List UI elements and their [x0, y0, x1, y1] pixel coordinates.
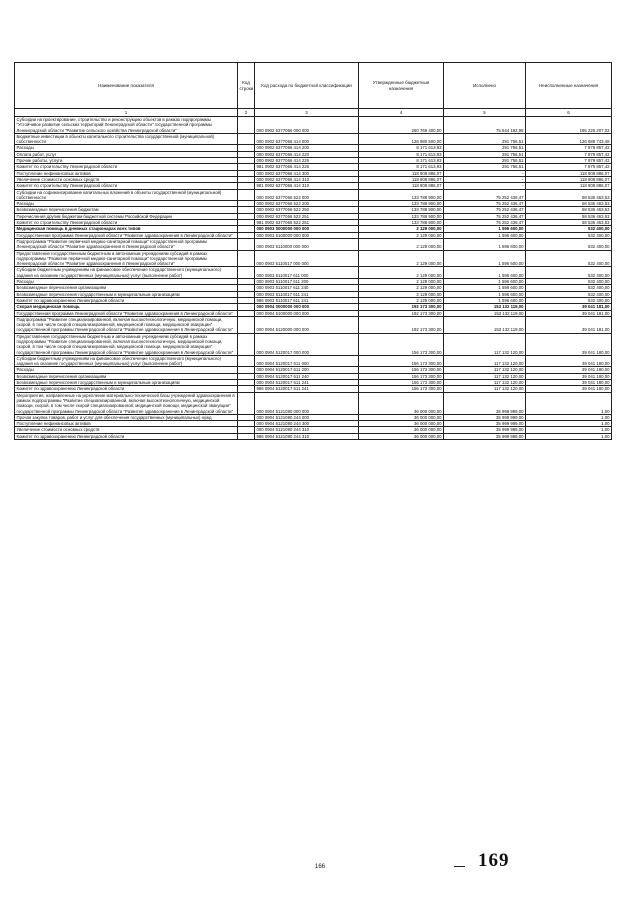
row-unexecuted: 1,00 [526, 427, 612, 433]
row-budget-code: 000 0902 6377066 414 000 [255, 133, 359, 145]
row-budget-code: 000 0904 5120017 611 000 [255, 355, 359, 367]
stamp-number: 169 [478, 850, 510, 871]
row-name: Медицинская помощь в дневных стационарах всех типов [15, 226, 238, 232]
row-name: Государственная программа Ленинградской области "Развитие здравоохранения в Ленинградской области" [15, 310, 238, 316]
row-executed: 291 756,51 [444, 145, 526, 151]
row-unexecuted: 1,00 [526, 414, 612, 420]
row-approved: 36 000 000,00 [359, 421, 444, 427]
row-unexecuted: 1,00 [526, 433, 612, 439]
row-line-code [238, 267, 255, 279]
row-budget-code: 986 0904 5120017 611 241 [255, 386, 359, 392]
row-budget-code: 000 0904 5120000 000 000 [255, 316, 359, 333]
row-executed: 117 132 120,00 [444, 333, 526, 355]
row-executed: 1 596 600,00 [444, 291, 526, 297]
row-budget-code: 000 0903 5110017 611 000 [255, 267, 359, 279]
table-row [15, 238, 612, 250]
row-name: Безвозмездные перечисления организациям [15, 285, 238, 291]
row-approved: 118 808 886,07 [359, 170, 444, 176]
row-name: Перечисления другим бюджетам бюджетной системы Российской Федерации [15, 213, 238, 219]
row-budget-code: 000 0903 5110000 000 000 [255, 238, 359, 250]
row-line-code [238, 392, 255, 414]
row-unexecuted: 1,00 [526, 392, 612, 414]
row-name: Подпрограмма "Развитие специализированной, включая высокотехнологичную, медицинской помощи, скорой, в том числе скорой специализированной, медицинской помощи, медицинской эвакуации" государственной программы Ленинградской области "Развитие здравоохранения в Ленинградской области" [15, 316, 238, 333]
row-budget-code: 000 0903 5110017 611 240 [255, 285, 359, 291]
header-number: 2 [238, 109, 255, 117]
table-row [15, 133, 612, 145]
row-approved: 36 000 000,00 [359, 433, 444, 439]
header-number: 4 [359, 109, 444, 117]
row-approved: 118 808 886,07 [359, 183, 444, 189]
row-budget-code: 000 0904 5100000 000 000 [255, 310, 359, 316]
row-unexecuted: 58 536 463,53 [526, 201, 612, 207]
row-budget-code: 000 0904 5120017 611 200 [255, 367, 359, 373]
row-budget-code: 000 0904 5120017 611 240 [255, 373, 359, 379]
row-unexecuted: 39 041 180,00 [526, 386, 612, 392]
row-approved: 118 808 886,07 [359, 176, 444, 182]
row-executed: 1 596 600,00 [444, 250, 526, 267]
row-executed: 291 756,51 [444, 133, 526, 145]
row-budget-code: 000 0902 6377066 522 200 [255, 201, 359, 207]
row-approved: 8 171 613,93 [359, 164, 444, 170]
row-executed: 117 132 120,00 [444, 380, 526, 386]
row-unexecuted: 1,00 [526, 421, 612, 427]
row-executed: 1 596 600,00 [444, 267, 526, 279]
row-name: Увеличение стоимости основных средств [15, 176, 238, 182]
row-approved: 133 788 900,00 [359, 207, 444, 213]
row-budget-code: 000 0902 6377066 414 220 [255, 151, 359, 157]
row-unexecuted: 39 041 180,00 [526, 355, 612, 367]
row-approved: 192 173 300,00 [359, 316, 444, 333]
row-line-code [238, 316, 255, 333]
header-indicator-name: Наименование показателя [15, 63, 238, 109]
row-line-code [238, 189, 255, 201]
header-number: 6 [526, 109, 612, 117]
row-budget-code: 981 0902 6377066 414 310 [255, 183, 359, 189]
table-row [15, 333, 612, 355]
row-unexecuted: 118 808 886,07 [526, 176, 612, 182]
row-executed: 35 999 999,00 [444, 433, 526, 439]
row-unexecuted: 118 808 886,07 [526, 183, 612, 189]
row-executed: 75 252 436,47 [444, 213, 526, 219]
row-unexecuted: 532 400,00 [526, 226, 612, 232]
row-executed: 1 596 600,00 [444, 297, 526, 303]
row-line-code [238, 333, 255, 355]
page-number: 166 [314, 864, 325, 870]
row-name: Расходы [15, 279, 238, 285]
row-approved: 133 788 900,00 [359, 220, 444, 226]
row-unexecuted: 7 879 857,42 [526, 158, 612, 164]
row-name: Поступление нефинансовых активов [15, 421, 238, 427]
row-executed: 117 132 120,00 [444, 367, 526, 373]
row-name: Комитет по здравоохранению Ленинградской области [15, 297, 238, 303]
row-name: Прочая закупка товаров, работ и услуг для обеспечения государственных (муниципальных) нужд [15, 414, 238, 420]
row-approved: 8 171 613,93 [359, 151, 444, 157]
row-approved: 2 129 000,00 [359, 285, 444, 291]
row-approved: 192 173 300,00 [359, 304, 444, 310]
row-approved: 36 000 000,00 [359, 392, 444, 414]
row-executed: 117 132 120,00 [444, 355, 526, 367]
row-executed: 35 999 999,00 [444, 414, 526, 420]
row-name: Безвозмездные перечисления организациям [15, 373, 238, 379]
row-approved: 2 129 000,00 [359, 297, 444, 303]
row-unexecuted: 532 400,00 [526, 291, 612, 297]
row-name: Оплата работ, услуг [15, 151, 238, 157]
row-executed: 291 756,51 [444, 158, 526, 164]
row-unexecuted: 532 400,00 [526, 297, 612, 303]
row-name: Расходы [15, 201, 238, 207]
header-line-code: Код строки [238, 63, 255, 109]
row-unexecuted: 39 041 181,00 [526, 310, 612, 316]
row-executed: 153 132 119,00 [444, 304, 526, 310]
header-budget-code: Код расхода по бюджетной классификации [255, 63, 359, 109]
row-executed: 1 596 600,00 [444, 238, 526, 250]
budget-execution-table [14, 62, 612, 440]
row-executed: 75 252 436,47 [444, 201, 526, 207]
row-budget-code: 986 0904 5121080 244 310 [255, 433, 359, 439]
row-approved: 2 129 000,00 [359, 291, 444, 297]
row-budget-code: 000 0904 5121080 244 000 [255, 414, 359, 420]
row-budget-code: 000 0903 5110017 611 241 [255, 291, 359, 297]
row-executed: 1 596 600,00 [444, 285, 526, 291]
row-approved: 126 980 500,00 [359, 133, 444, 145]
row-approved: 2 129 000,00 [359, 267, 444, 279]
row-executed: 117 132 120,00 [444, 386, 526, 392]
row-approved: 156 173 300,00 [359, 386, 444, 392]
row-unexecuted: 126 688 743,49 [526, 133, 612, 145]
row-name: Увеличение стоимости основных средств [15, 427, 238, 433]
header-number: 3 [255, 109, 359, 117]
row-approved: 8 171 613,93 [359, 145, 444, 151]
row-name: Комитет по строительству Ленинградской области [15, 220, 238, 226]
row-unexecuted: 7 879 857,42 [526, 164, 612, 170]
row-budget-code: 000 0902 6377066 414 226 [255, 158, 359, 164]
row-budget-code: 000 0904 5121080 000 000 [255, 392, 359, 414]
table-body [15, 117, 612, 440]
row-name: Предоставление государственным бюджетным и автономным учреждениям субсидий в рамках подпрограммы "Развитие специализированной, включая высокотехнологичную, медицинской помощи, скорой, в том числе скорой специализированной, медицинской помощи, медицинской эвакуации" государственной программы Ленинградской области "Развитие здравоохранения в Ленинградской области" [15, 333, 238, 355]
row-approved: 156 173 300,00 [359, 333, 444, 355]
row-line-code [238, 133, 255, 145]
row-budget-code: 000 0904 5121080 244 310 [255, 427, 359, 433]
row-approved: 156 173 300,00 [359, 373, 444, 379]
row-executed: 75 252 436,47 [444, 220, 526, 226]
row-budget-code: 000 0902 6377066 522 251 [255, 213, 359, 219]
row-unexecuted: 532 400,00 [526, 267, 612, 279]
row-budget-code: 000 0902 6377066 414 200 [255, 145, 359, 151]
row-executed: 35 999 999,00 [444, 421, 526, 427]
row-unexecuted: 58 536 463,53 [526, 220, 612, 226]
row-approved: 156 173 300,00 [359, 355, 444, 367]
row-budget-code: 000 0902 6377066 414 300 [255, 170, 359, 176]
row-unexecuted: 532 400,00 [526, 232, 612, 238]
table-row [15, 316, 612, 333]
table-row [15, 250, 612, 267]
row-approved: 2 129 000,00 [359, 226, 444, 232]
row-approved: 133 788 900,00 [359, 189, 444, 201]
row-budget-code: 000 0904 0000000 000 000 [255, 304, 359, 310]
row-executed: 117 132 120,00 [444, 373, 526, 379]
row-name: Комитет по здравоохранению Ленинградской области [15, 433, 238, 439]
row-unexecuted: 39 041 180,00 [526, 380, 612, 386]
row-line-code [238, 250, 255, 267]
header-unexecuted: Неисполненные назначения [526, 63, 612, 109]
header-number: 5 [444, 109, 526, 117]
row-unexecuted: 185 225 207,02 [526, 117, 612, 134]
row-budget-code: 986 0903 5110017 611 241 [255, 297, 359, 303]
row-approved: 260 769 400,00 [359, 117, 444, 134]
row-budget-code: 981 0902 6377066 522 251 [255, 220, 359, 226]
table-row [15, 189, 612, 201]
row-line-code [238, 433, 255, 439]
row-unexecuted: 39 041 180,00 [526, 367, 612, 373]
row-approved: 156 173 300,00 [359, 367, 444, 373]
row-name: Поступление нефинансовых активов [15, 170, 238, 176]
row-executed: - [444, 183, 526, 189]
table-row [15, 392, 612, 414]
table-row [15, 433, 612, 439]
row-name: Безвозмездные перечисления государственным и муниципальным организациям [15, 291, 238, 297]
row-budget-code: 000 0903 0000000 000 000 [255, 226, 359, 232]
row-line-code [238, 238, 255, 250]
table-row [15, 117, 612, 134]
row-executed: 153 132 119,00 [444, 310, 526, 316]
row-unexecuted: 7 879 857,42 [526, 151, 612, 157]
row-approved: 192 173 300,00 [359, 310, 444, 316]
row-budget-code: 000 0902 6377066 522 000 [255, 189, 359, 201]
row-executed: 75 252 436,47 [444, 207, 526, 213]
row-unexecuted: 532 400,00 [526, 250, 612, 267]
table-row [15, 355, 612, 367]
row-executed: 1 596 600,00 [444, 226, 526, 232]
header-executed: Исполнено [444, 63, 526, 109]
row-executed: 291 756,51 [444, 151, 526, 157]
row-approved: 2 129 000,00 [359, 279, 444, 285]
row-unexecuted: 532 400,00 [526, 238, 612, 250]
row-executed: 35 999 999,00 [444, 427, 526, 433]
row-budget-code: 000 0902 6377066 522 250 [255, 207, 359, 213]
row-budget-code: 000 0902 6377066 414 310 [255, 176, 359, 182]
row-executed: 75 252 436,47 [444, 189, 526, 201]
row-approved: 133 788 900,00 [359, 201, 444, 207]
row-unexecuted: 39 041 180,00 [526, 333, 612, 355]
row-budget-code: 000 0903 5110017 000 000 [255, 250, 359, 267]
row-unexecuted: 7 879 857,42 [526, 145, 612, 151]
row-executed: 153 132 119,00 [444, 316, 526, 333]
row-budget-code: 000 0904 5120017 000 000 [255, 333, 359, 355]
row-name: Безвозмездные перечисления бюджетам [15, 207, 238, 213]
row-unexecuted: 532 400,00 [526, 285, 612, 291]
row-name: Бюджетные инвестиции в объекты капитального строительства государственной (муниципальной) собственности [15, 133, 238, 145]
row-approved: 36 000 000,00 [359, 427, 444, 433]
row-executed: 291 756,51 [444, 164, 526, 170]
row-approved: 8 171 613,93 [359, 158, 444, 164]
row-name: Подпрограмма "Развитие первичной медико-санитарной помощи" государственной программы Ленинградской области "Развитие здравоохранения в Ленинградской области" [15, 238, 238, 250]
row-name: Комитет по строительству Ленинградской области [15, 183, 238, 189]
table-row [15, 267, 612, 279]
row-unexecuted: 58 536 463,53 [526, 213, 612, 219]
row-name: Субсидии бюджетным учреждениям на финансовое обеспечение государственного (муниципального) задания на оказание государственных (муниципальных) услуг (выполнение работ) [15, 267, 238, 279]
row-unexecuted: 532 400,00 [526, 279, 612, 285]
row-approved: 36 000 000,00 [359, 414, 444, 420]
row-name: Расходы [15, 145, 238, 151]
row-name: Безвозмездные перечисления государственным и муниципальным организациям [15, 380, 238, 386]
row-executed: - [444, 170, 526, 176]
row-name: Предоставление государственным бюджетным и автономным учреждениям субсидий в рамках подпрограммы "Развитие первичной медико-санитарной помощи" государственной программы Ленинградской области "Развитие здравоохранения в Ленинградской области" [15, 250, 238, 267]
row-budget-code: 000 0904 5120017 611 241 [255, 380, 359, 386]
row-budget-code: 981 0902 6377066 414 226 [255, 164, 359, 170]
row-name: Комитет по строительству Ленинградской области [15, 164, 238, 170]
row-name: Комитет по здравоохранению Ленинградской области [15, 386, 238, 392]
row-name: Скорая медицинская помощь [15, 304, 238, 310]
row-budget-code: 000 0902 6377066 000 000 [255, 117, 359, 134]
row-line-code [238, 117, 255, 134]
row-name: Субсидии на проектирование, строительство и реконструкцию объектов в рамках подпрограммы "Устойчивое развитие сельских территорий Ленинградской области" государственной программы Ленинградской области "Развитие сельского хозяйства Ленинградской области" [15, 117, 238, 134]
header-approved: Утвержденные бюджетные назначения [359, 63, 444, 109]
row-unexecuted: 39 041 180,00 [526, 373, 612, 379]
row-approved: 156 173 300,00 [359, 380, 444, 386]
header-number: 1 [15, 109, 238, 117]
row-name: Субсидии бюджетным учреждениям на финансовое обеспечение государственного (муниципального) задания на оказание государственных (муниципальных) услуг (выполнение работ) [15, 355, 238, 367]
row-approved: 133 788 900,00 [359, 213, 444, 219]
row-executed: 75 544 192,98 [444, 117, 526, 134]
row-unexecuted: 58 536 463,53 [526, 189, 612, 201]
row-executed: 35 999 999,00 [444, 392, 526, 414]
row-unexecuted: 118 808 886,07 [526, 170, 612, 176]
row-budget-code: 000 0903 5110017 611 200 [255, 279, 359, 285]
row-name: Прочие работы, услуги [15, 158, 238, 164]
row-approved: 2 129 000,00 [359, 232, 444, 238]
row-approved: 2 129 000,00 [359, 238, 444, 250]
row-unexecuted: 58 536 463,53 [526, 207, 612, 213]
row-unexecuted: 39 041 181,00 [526, 304, 612, 310]
row-executed: 1 596 600,00 [444, 232, 526, 238]
row-budget-code: 000 0903 5100000 000 000 [255, 232, 359, 238]
row-executed: 1 596 600,00 [444, 279, 526, 285]
row-name: Мероприятия, направленные на укрепление материально-технической базы учреждений здравоохранения в рамках подпрограммы "Развитие специализированной, включая высокотехнологичную, медицинской помощи, скорой, в том числе скорой специализированной, медицинской помощи, медицинской эвакуации" государственной программы Ленинградской области "Развитие здравоохранения в Ленинградской области" [15, 392, 238, 414]
row-name: Субсидии на софинансирование капитальных вложений в объекты государственной (муниципальной) собственности [15, 189, 238, 201]
row-executed: - [444, 176, 526, 182]
row-approved: 2 129 000,00 [359, 250, 444, 267]
row-name: Расходы [15, 367, 238, 373]
row-name: Государственная программа Ленинградской области "Развитие здравоохранения в Ленинградской области" [15, 232, 238, 238]
row-budget-code: 000 0904 5121080 244 300 [255, 421, 359, 427]
row-line-code [238, 355, 255, 367]
row-unexecuted: 39 041 181,00 [526, 316, 612, 333]
